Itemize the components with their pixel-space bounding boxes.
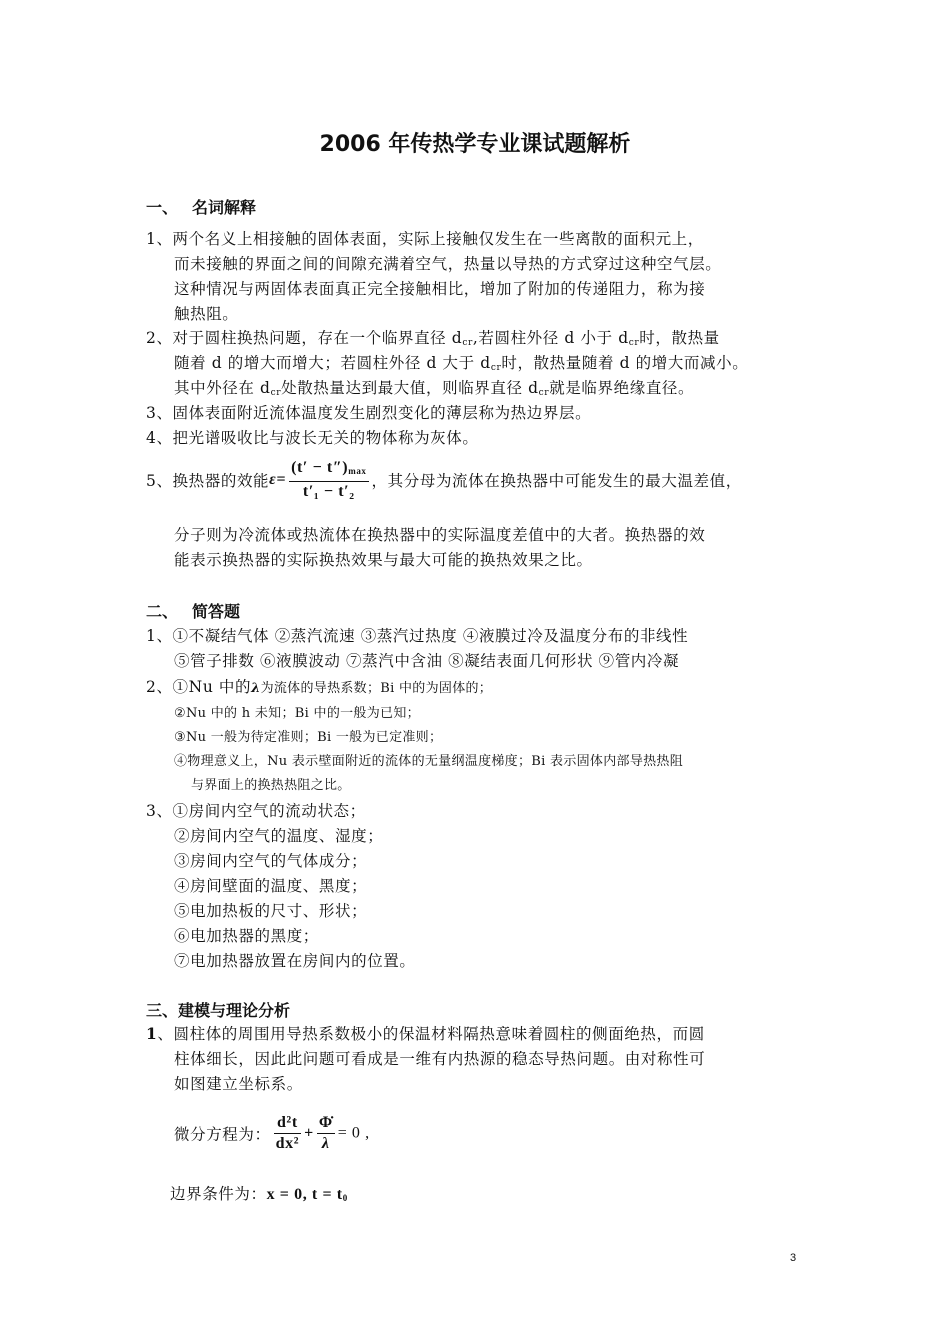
boundary-condition: [170, 1182, 348, 1204]
s1-item3: 3、固体表面附近流体温度发生剧烈变化的薄层称为热边界层。: [146, 404, 592, 422]
s1-item1-line4: 触热阻。: [174, 305, 239, 323]
diff-term-1: $\frac{\text{d²t}}{\text{dx²}}$: [275, 1114, 300, 1152]
section-1-number: 一、: [146, 198, 179, 217]
section-3-heading: 三、建模与理论分析: [146, 1001, 291, 1020]
s1-item5-line2: 分子则为冷流体或热流体在换热器中的实际温度差值中的大者。换热器的效: [174, 526, 706, 544]
lambda-symbol: λ: [251, 681, 261, 696]
s2-item2-line3: ③Nu 一般为待定准则；Bi 一般为已定准则；: [174, 730, 443, 745]
section-1-heading: [146, 195, 256, 218]
s3-item1-line2: 柱体细长，因此此问题可看成是一维有内热源的稳态导热问题。由对称性可: [174, 1050, 706, 1068]
section-1-title: 名词解释: [192, 198, 257, 217]
page-number: 3: [790, 1252, 797, 1264]
s1-item1-line3: 这种情况与两固体表面真正完全接触相比，增加了附加的传递阻力，称为接: [174, 280, 706, 298]
section-2-number: 二、: [146, 602, 179, 621]
s2-item3-line5: ⑤电加热板的尺寸、形状；: [174, 902, 368, 920]
bc-label: 边界条件为：: [170, 1185, 267, 1203]
s2-item2-line2: ②Nu 中的 h 未知；Bi 中的一般为已知；: [174, 706, 420, 721]
s2-item3-line2: ②房间内空气的温度、湿度；: [174, 827, 384, 845]
section-2-title: 简答题: [192, 602, 241, 621]
s2-item2-line5: 与界面上的换热热阻之比。: [191, 778, 351, 793]
s1-item2-line3: 其中外径在 $d_{cr}$处散热量达到最大值，则临界直径 $d_{cr}$就是临界绝缘直径。: [174, 379, 695, 398]
s1-item2-line1: 2、对于圆柱换热问题，存在一个临界直径 $d_{cr}$,若圆柱外径 d 小于 $d_{cr}$时，散热量: [146, 329, 720, 348]
s1-item2-line2: 随着 d 的增大而增大；若圆柱外径 d 大于 $d_{cr}$时，散热量随着 d 的增大而减小。: [174, 354, 749, 373]
s2-item3-line4: ④房间壁面的温度、黑度；: [174, 877, 368, 895]
effectiveness-formula: $\frac{(t' - t'')_{max}}{\text{t′₁ − t′₂}}$: [291, 459, 367, 500]
s3-item1-line3: 如图建立坐标系。: [174, 1075, 303, 1093]
section-2-heading: [146, 599, 240, 622]
s2-item1-line2: ⑤管子排数 ⑥液膜波动 ⑦蒸汽中含油 ⑧凝结表面几何形状 ⑨管内冷凝: [174, 652, 680, 670]
s2-item2-line4: ④物理意义上，Nu 表示壁面附近的流体的无量纲温度梯度；Bi 表示固体内部导热热阻: [174, 754, 684, 769]
diff-term-2: $\frac{\Phi̇}{\lambda}$: [318, 1114, 333, 1152]
s2-item3-line3: ③房间内空气的气体成分；: [174, 852, 368, 870]
s1-item5-line1: 5、换热器的效能ε= $\frac{(t' - t'')_{max}}{\text{t′₁ − t′₂}}$ ，其分母为流体在换热器中可能发生的最大温差值，: [146, 459, 742, 500]
page-title: 2006 年传热学专业课试题解析: [319, 132, 631, 157]
bc-equation: x = 0, $t = t_0$: [266, 1186, 348, 1203]
s2-item3-line6: ⑥电加热器的黑度；: [174, 927, 319, 945]
s2-item3-line1: 3、①房间内空气的流动状态；: [146, 802, 366, 820]
diff-eq-label: 微分方程为：: [174, 1125, 271, 1144]
s1-item5-line3: 能表示换热器的实际换热效果与最大可能的换热效果之比。: [174, 551, 593, 569]
s2-item2-line1: 2、①Nu 中的λ为流体的导热系数；Bi 中的为固体的；: [146, 678, 493, 696]
s1-item4: 4、把光谱吸收比与波长无关的物体称为灰体。: [146, 429, 479, 447]
s2-item3-line7: ⑦电加热器放置在房间内的位置。: [174, 952, 416, 970]
s2-item1-line1: 1、①不凝结气体 ②蒸汽流速 ③蒸汽过热度 ④液膜过冷及温度分布的非线性: [146, 627, 689, 645]
epsilon-symbol: ε=: [269, 471, 287, 488]
s1-item1-line1: 1、两个名义上相接触的固体表面，实际上接触仅发生在一些离散的面积元上，: [146, 230, 704, 248]
differential-equation: 微分方程为： $\frac{\text{d²t}}{\text{dx²}}$ + $\frac{\Phi̇}{\lambda}$ = 0 ,: [174, 1114, 370, 1152]
s1-item1-line2: 而未接触的界面之间的间隙充满着空气，热量以导热的方式穿过这种空气层。: [174, 255, 722, 273]
s3-item1-line1: 1、圆柱体的周围用导热系数极小的保温材料隔热意味着圆柱的侧面绝热，而圆: [146, 1024, 705, 1043]
